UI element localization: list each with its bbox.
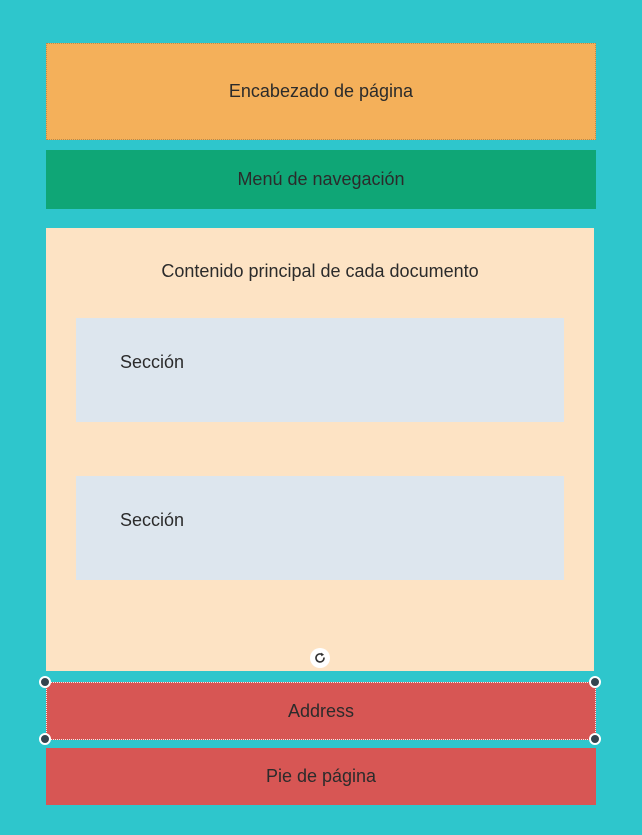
section-block-1[interactable] — [76, 318, 564, 422]
rotate-icon[interactable] — [310, 648, 330, 668]
resize-handle-top-left[interactable] — [39, 676, 51, 688]
navigation-menu-label: Menú de navegación — [237, 169, 405, 189]
resize-handle-bottom-right[interactable] — [589, 733, 601, 745]
resize-handle-top-right[interactable] — [589, 676, 601, 688]
address-label: Address — [287, 700, 355, 721]
resize-handle-bottom-left[interactable] — [39, 733, 51, 745]
section-label-1: Sección — [120, 352, 185, 372]
page-footer-block[interactable] — [46, 748, 596, 805]
navigation-menu-block[interactable] — [46, 150, 596, 209]
rotate-arrow-icon — [313, 651, 327, 665]
address-block[interactable] — [46, 682, 596, 740]
page-header-label: Encabezado de página — [228, 81, 414, 101]
page-header-block[interactable] — [46, 43, 596, 140]
section-label-2: Sección — [120, 510, 185, 530]
section-block-2[interactable] — [76, 476, 564, 580]
main-content-title: Contenido principal de cada documento — [161, 261, 479, 281]
page-footer-label: Pie de página — [265, 766, 377, 786]
main-content-block[interactable] — [46, 228, 594, 671]
